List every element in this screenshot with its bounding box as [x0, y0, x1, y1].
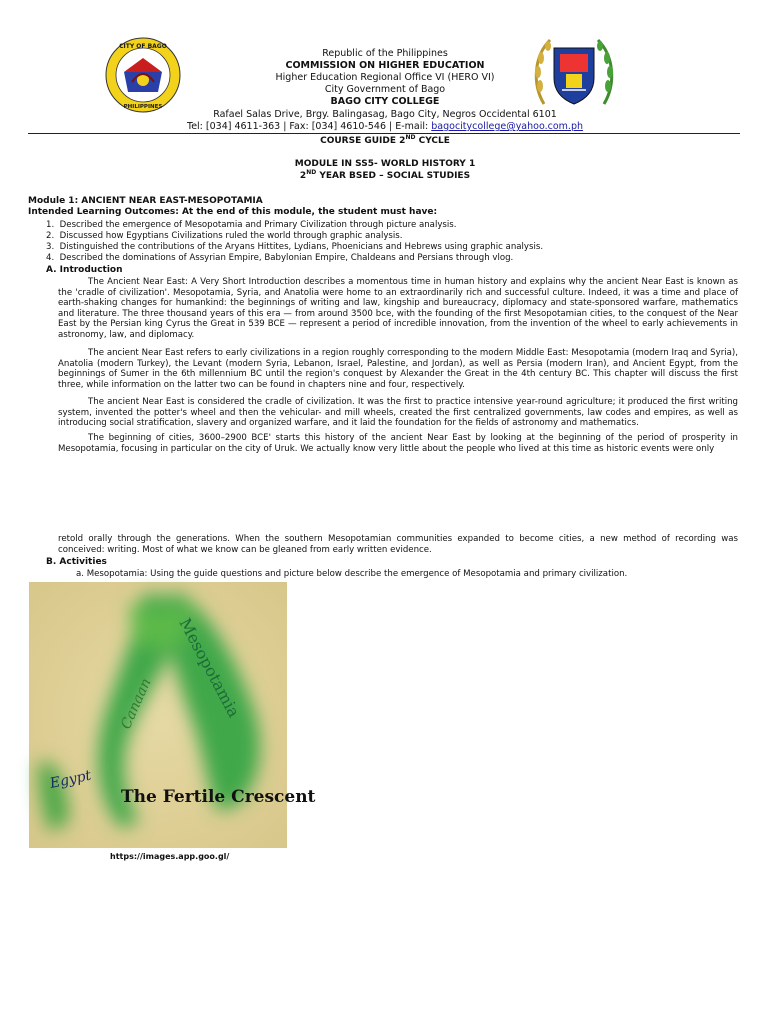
header-contact: [150, 121, 620, 133]
intro-paragraph-1: The Ancient Near East: A Very Short Introduction describes a momentous time in human history and explains why the ancient Near East is known as the 'cradle of civilization'. Mesopotamia, Syria, and Anatolia were home to an extraordinarily rich and successful culture. Indeed, it was a time and place of earth-shaking changes for humankind: the beginnings of writing and law, kingship and bureaucracy, diplomacy and state-sponsored warfare, mathematics and literature. The three thousand years of this era — from around 3500 bce, with the founding of the first Mesopotamian cities, to the conquest of the Near East by the Persian king Cyrus the Great in 539 BCE — represent a period of incredible innovation, from the invention of the wheel to early achievements in astronomy, law, and diplomacy.: [58, 277, 738, 340]
course-guide-sup: ND: [405, 134, 416, 141]
seal-text-top: CITY OF BAGO: [119, 43, 167, 50]
header-republic: Republic of the Philippines: [322, 48, 448, 59]
map-label-canaan: Canaan: [118, 675, 155, 732]
contact-text: Tel: [034] 4611-363 | Fax: [034] 4610-546 | E-mail:: [187, 121, 432, 132]
outcome-1: 1. Described the emergence of Mesopotamia and Primary Civilization through picture analysis.: [46, 220, 457, 230]
outcome-3: 3. Distinguished the contributions of the Aryans Hittites, Lydians, Phoenicians and Hebrews using graphic analysis.: [46, 242, 544, 252]
map-label-mesopotamia: Mesopotamia: [175, 614, 244, 721]
outcome-4-text: Described the dominations of Assyrian Empire, Babylonian Empire, Chaldeans and Persians through vlog.: [59, 253, 514, 263]
email-link[interactable]: bagocitycollege@yahoo.com.ph: [431, 121, 583, 132]
module-heading: Module 1: ANCIENT NEAR EAST-MESOPOTAMIA: [28, 196, 263, 206]
header-hero: Higher Education Regional Office VI (HERO VI): [275, 72, 495, 83]
map-caption: The Fertile Crescent: [121, 787, 316, 807]
intro-paragraph-3: The ancient Near East is considered the cradle of civilization. It was the first to practice intensive year-round agriculture; it produced the first writing system, invented the potter's wheel and then the vehicular- and mill wheels, created the first centralized governments, law codes and empires, as well as introducing social stratification, slavery and organized warfare, and it laid the foundation for the fields of astronomy and mathematics.: [58, 397, 738, 429]
map-label-egypt: Egypt: [48, 767, 93, 792]
header-city-government: City Government of Bago: [324, 84, 446, 95]
header-divider: [28, 133, 740, 134]
section-a-heading: A. Introduction: [46, 265, 123, 275]
course-guide-prefix: COURSE GUIDE 2: [320, 136, 406, 146]
year-suffix: YEAR BSED – SOCIAL STUDIES: [316, 171, 471, 181]
outcome-4: 4. Described the dominations of Assyrian Empire, Babylonian Empire, Chaldeans and Persians through vlog.: [46, 253, 514, 263]
outcome-2-text: Discussed how Egyptians Civilizations ruled the world through graphic analysis.: [59, 231, 403, 241]
activity-a: a. Mesopotamia: Using the guide questions and picture below describe the emergence of Mesopotamia and primary civilization.: [76, 569, 628, 579]
year-line: [150, 170, 620, 182]
outcome-2: 2. Discussed how Egyptians Civilizations ruled the world through graphic analysis.: [46, 231, 403, 241]
intro-paragraph-4: The beginning of cities, 3600–2900 BCE' starts this history of the ancient Near East by looking at the beginning of the period of prosperity in Mesopotamia, focusing in particular on the city of Uruk. We actually know very little about the people who lived at this time as historic events were only: [58, 433, 738, 454]
module-title: MODULE IN SS5- WORLD HISTORY 1: [294, 159, 476, 169]
outcome-1-text: Described the emergence of Mesopotamia and Primary Civilization through picture analysis.: [59, 220, 457, 230]
header-college-name: BAGO CITY COLLEGE: [330, 96, 440, 107]
course-guide-suffix: CYCLE: [415, 136, 450, 146]
continuation-paragraph: retold orally through the generations. When the southern Mesopotamian communities expanded to become cities, a new method of recording was conceived: writing. Most of what we know can be gleaned from early written evidence.: [58, 534, 738, 555]
section-b-heading: B. Activities: [46, 557, 107, 567]
image-source: https://images.app.goo.gl/: [110, 852, 230, 861]
year-prefix: 2: [299, 171, 307, 181]
course-guide-title: [150, 135, 620, 147]
outcome-3-text: Distinguished the contributions of the Aryans Hittites, Lydians, Phoenicians and Hebrews using graphic analysis.: [59, 242, 544, 252]
header-ched: COMMISSION ON HIGHER EDUCATION: [285, 60, 485, 71]
ilo-heading: Intended Learning Outcomes: At the end of this module, the student must have:: [28, 207, 438, 217]
fertile-crescent-map: [29, 582, 316, 848]
intro-paragraph-2: The ancient Near East refers to early civilizations in a region roughly corresponding to the modern Middle East: Mesopotamia (modern Iraq and Syria), Anatolia (modern Turkey), the Levant (modern Syria, Lebanon, Israel, Palestine, and Jordan), as well as Persia (modern Iran), and Ancient Egypt, from the beginnings of Sumer in the 6th millennium BC until the region's conquest by Alexander the Great in the 4th century BC. This chapter will discuss the first three, while information on the latter two can be found in chapters nine and four, respectively.: [58, 348, 738, 390]
year-sup: ND: [306, 169, 317, 176]
seal-text-bottom: PHILIPPINES: [123, 104, 163, 110]
header-address: Rafael Salas Drive, Brgy. Balingasag, Bago City, Negros Occidental 6101: [213, 109, 557, 120]
